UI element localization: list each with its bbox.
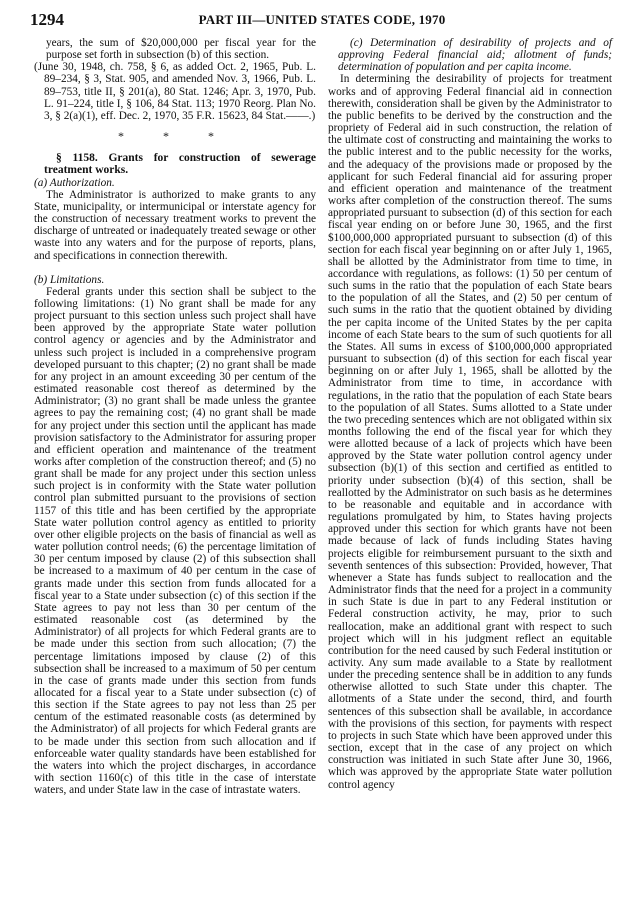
page-number: 1294 [30, 10, 64, 29]
source-credit-note: (June 30, 1948, ch. 758, § 6, as added Oct. 2, 1965, Pub. L. 89–234, § 3, Stat. 905, and amended Nov. 3, 1966, Pub. L. 89–753, title II, § 201(a), 80 Stat. 1246; Apr. 3, 1970, Pub. L. 91–224, title I, § 106, 84 Stat. 113; 1970 Reorg. Plan No. 3, § 2(a)(1), eff. Dec. 2, 1970, 35 F.R. 15623, 84 Stat.——.) [34, 61, 316, 122]
section-heading: § 1158. Grants for construction of sewerage treatment works. [44, 152, 316, 177]
left-column [34, 37, 316, 796]
subsection-c-heading: (c) Determination of desirability of projects and of approving Federal financial aid; allotment of funds; determination of population and per capita income. [338, 37, 612, 74]
subsection-b-heading: (b) Limitations. [34, 273, 105, 286]
running-head: PART III—UNITED STATES CODE, 1970 [198, 12, 446, 27]
paragraph-gap [34, 262, 316, 274]
subsection-a-text: The Administrator is authorized to make grants to any State, municipality, or intermunicipal or interstate agency for the construction of necessary treatment works to prevent the discharge of untreated or inadequately treated sewage or other waste into any waters and for the purpose of reports, plans, and specifications in connection therewith. [34, 188, 316, 262]
subsection-c-text: In determining the desirability of projects for treatment works and of approving Federal financial aid in connection therewith, consideration shall be given by the Administrator to the public benefits to be derived by the construction and the propriety of Federal aid in such construction, the relation of the ultimate cost of constructing and maintaining the works to the public interest and to the public necessity for the works, and the adequacy of the provisions made or proposed by the applicant for such Federal financial aid for assuring proper and efficient operation and maintenance of the treatment works after completion of the construction thereof. The sums appropriated pursuant to subsection (d) of this section for each fiscal year ending on or before June 30, 1965, and the first $100,000,000 appropriated pursuant to subsection (d) of this section for each fiscal year beginning on or after July 1, 1965, shall be allotted by the Administrator from time to time, in accordance with regulations, as follows: (1) 50 per centum of such sums in the ratio that the population of each State bears to the population of all the States, and (2) 50 per centum of such sums in the ratio that the quotient obtained by dividing the per capita income of the United States by the per capita income of each State bears to the sum of such quotients for all the States. All sums in excess of $100,000,000 appropriated pursuant to subsection (d) of this section for each fiscal year beginning on or after July 1, 1965, shall be allotted by the Administrator from time to time, in accordance with regulations, in the ratio that the population of each State bears to the population of all States. Sums allotted to a State under the two preceding sentences which are not obligated within six months following the end of the fiscal year for which they were allotted because of a lack of projects which have been approved by the State water pollution control agency under subsection (b)(1) of this section and certified as entitled to priority under subsection (b)(4) of this section, shall be reallotted by the Administrator on such basis as he determines to be reasonable and equitable and in accordance with regulations promulgated by him, to States having projects approved under this section for which grants have not been made because of lack of funds including States having projects eligible for reimbursement pursuant to the sixth and seventh sentences of this subsection: Provided, however, That whenever a State has funds subject to reallocation and the Administrator finds that the need for a project in a community in such State is due in part to any Federal institution or Federal construction activity, he may, prior to such reallocation, make an additional grant with respect to such project which will in his judgment reflect an equitable contribution for the need caused by such Federal institution or activity. Any sum made available to a State by reallotment under the preceding sentence shall be in addition to any funds otherwise allotted to such State under this chapter. The allotments of a State under the second, third, and fourth sentences of this subsection shall be available, in accordance with the provisions of this section, for payments with respect to projects in such State which have been approved under this section, except that in the case of any project on which construction was initiated in such State after June 30, 1966, which was approved by the appropriate State water pollution control agency [328, 73, 612, 791]
subsection-a-heading: (a) Authorization. [34, 176, 115, 189]
page-header [30, 10, 614, 32]
subsection-b-text: Federal grants under this section shall be subject to the following limitations: (1) No grant shall be made for any project pursuant to this section unless such project shall have been approved by the appropriate State water pollution control agency or agencies and by the Administrator and unless such project is included in a comprehensive program developed pursuant to this chapter; (2) no grant shall be made for any project in an amount exceeding 30 per centum of the estimated reasonable cost thereof as determined by the Administrator; (3) no grant shall be made unless the grantee agrees to pay the remaining cost; (4) no grant shall be made for any project under this section until the applicant has made provision satisfactory to the Administrator for assuring proper and efficient operation and maintenance of the treatment works after completion of the construction thereof; and (5) no grant shall be made for any project under this section unless such project is in conformity with the State water pollution control plan submitted pursuant to the provisions of section 1157 of this title and has been certified by the appropriate State water pollution control agency as entitled to priority over other eligible projects on the basis of financial as well as water pollution control needs; (6) the percentage limitation of 30 per centum imposed by clause (2) of this subsection shall be increased to a maximum of 40 per centum in the case of grants made under this section from funds allocated for a fiscal year to a State under subsection (c) of this section if the State agrees to pay not less than 30 per centum of the estimated reasonable cost (as determined by the Administrator) of all projects for which Federal grants are to be made under this section from such allocation; (7) the percentage limitations imposed by clause (2) of this subsection shall be increased to a maximum of 50 per centum in the case of grants made under this section from funds allocated for a fiscal year to a State under subsection (c) of this section if the State agrees to pay not less than 25 per centum of the estimated reasonable costs (as determined by the Administrator) of all projects for which Federal grants are to be made under this section from such allocation and if enforceable water quality standards have been established for the waters into which the project discharges, in accordance with section 1160(c) of this title in the case of interstate waters, and under State law in the case of intrastate waters. [34, 285, 316, 797]
section-separator-stars: * * * [118, 129, 232, 144]
right-column [328, 37, 612, 791]
continuation-paragraph: years, the sum of $20,000,000 per fiscal year for the purpose set forth in subsection (b) of this section. [46, 37, 316, 62]
